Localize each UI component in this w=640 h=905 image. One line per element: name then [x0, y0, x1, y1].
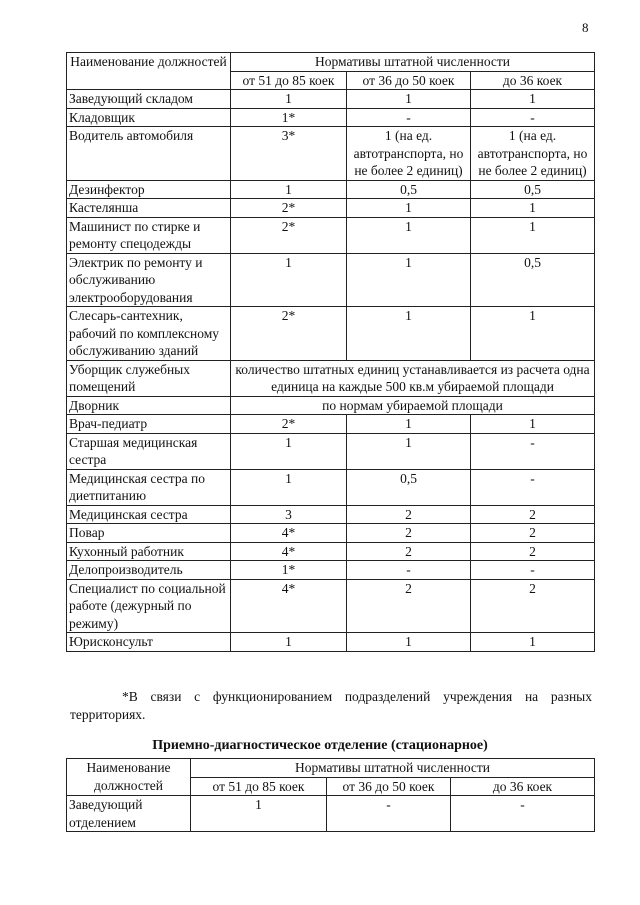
header-position-name: Наименование должностей — [67, 53, 231, 90]
table-row — [67, 561, 595, 580]
position-name: Электрик по ремонту и обслуживанию электрооборудования — [67, 253, 231, 307]
norm-under-36: - — [451, 796, 595, 832]
norm-36-50: - — [347, 561, 471, 580]
position-name: Дезинфектор — [67, 180, 231, 199]
table-row — [67, 108, 595, 127]
position-name: Кухонный работник — [67, 542, 231, 561]
table-row — [67, 469, 595, 505]
norm-36-50: 1 — [347, 217, 471, 253]
norm-36-50: 1 — [347, 307, 471, 361]
header-col-36-50: от 36 до 50 коек — [347, 71, 471, 90]
header-norms: Нормативы штатной численности — [191, 759, 595, 778]
position-name: Водитель автомобиля — [67, 127, 231, 181]
norm-51-85: 1 — [231, 433, 347, 469]
norm-51-85: 1 — [231, 180, 347, 199]
table-header-row — [67, 53, 595, 72]
table-row — [67, 90, 595, 109]
norm-under-36: - — [471, 561, 595, 580]
position-name: Юрисконсульт — [67, 633, 231, 652]
table-row — [67, 633, 595, 652]
position-name: Кладовщик — [67, 108, 231, 127]
norm-36-50: 1 — [347, 433, 471, 469]
position-name: Заведующий складом — [67, 90, 231, 109]
norm-36-50: - — [327, 796, 451, 832]
norm-51-85: 3* — [231, 127, 347, 181]
norm-51-85: 2* — [231, 199, 347, 218]
norm-51-85: 1 — [231, 90, 347, 109]
header-position-name: Наименование должностей — [67, 759, 191, 796]
norm-51-85: 1 — [231, 469, 347, 505]
norm-under-36: 2 — [471, 524, 595, 543]
norm-under-36: - — [471, 469, 595, 505]
position-name: Повар — [67, 524, 231, 543]
table-row — [67, 360, 595, 396]
norm-51-85: 2* — [231, 217, 347, 253]
norm-under-36: 1 — [471, 199, 595, 218]
norm-36-50: 1 — [347, 253, 471, 307]
position-name: Заведующий отделением — [67, 796, 191, 832]
norm-51-85: 1* — [231, 108, 347, 127]
table-row — [67, 180, 595, 199]
table-row — [67, 396, 595, 415]
norm-36-50: 2 — [347, 542, 471, 561]
header-norms: Нормативы штатной численности — [231, 53, 595, 72]
table-row — [67, 796, 595, 832]
norm-under-36: 0,5 — [471, 253, 595, 307]
norm-51-85: 2* — [231, 307, 347, 361]
norm-under-36: - — [471, 433, 595, 469]
table-row — [67, 199, 595, 218]
norm-36-50: 1 — [347, 199, 471, 218]
norm-36-50: 1 — [347, 90, 471, 109]
table-row — [67, 217, 595, 253]
position-name: Машинист по стирке и ремонту спецодежды — [67, 217, 231, 253]
header-col-51-85: от 51 до 85 коек — [191, 777, 327, 796]
norm-51-85: 3 — [231, 505, 347, 524]
admission-department-table — [66, 758, 595, 832]
norm-51-85: 1* — [231, 561, 347, 580]
table-row — [67, 415, 595, 434]
norm-36-50: 2 — [347, 505, 471, 524]
position-name: Уборщик служебных помещений — [67, 360, 231, 396]
norm-under-36: 1 — [471, 90, 595, 109]
norm-under-36: 1 — [471, 415, 595, 434]
norm-36-50: 2 — [347, 524, 471, 543]
norm-36-50: 0,5 — [347, 180, 471, 199]
norm-under-36: 1 — [471, 307, 595, 361]
table-header-row — [67, 759, 595, 778]
norm-36-50: 1 — [347, 415, 471, 434]
merged-norm-cell: по нормам убираемой площади — [231, 396, 595, 415]
position-name: Кастелянша — [67, 199, 231, 218]
table-row — [67, 579, 595, 633]
norm-under-36: 2 — [471, 542, 595, 561]
norm-51-85: 2* — [231, 415, 347, 434]
norm-36-50: 2 — [347, 579, 471, 633]
page-number: 8 — [582, 20, 589, 35]
norm-under-36: - — [471, 108, 595, 127]
norm-36-50: 1 (на ед. автотранспорта, но не более 2 единиц) — [347, 127, 471, 181]
norm-under-36: 1 — [471, 217, 595, 253]
position-name: Слесарь-сантехник, рабочий по комплексному обслуживанию зданий — [67, 307, 231, 361]
footnote: *В связи с функционированием подразделений учреждения на разных территориях. — [70, 689, 592, 722]
position-name: Специалист по социальной работе (дежурный по режиму) — [67, 579, 231, 633]
table-row — [67, 433, 595, 469]
norm-under-36: 2 — [471, 579, 595, 633]
table-row — [67, 307, 595, 361]
norm-36-50: 1 — [347, 633, 471, 652]
header-col-under-36: до 36 коек — [451, 777, 595, 796]
header-col-51-85: от 51 до 85 коек — [231, 71, 347, 90]
table-row — [67, 127, 595, 181]
norm-under-36: 2 — [471, 505, 595, 524]
table-row — [67, 253, 595, 307]
norm-51-85: 1 — [191, 796, 327, 832]
position-name: Делопроизводитель — [67, 561, 231, 580]
table-row — [67, 542, 595, 561]
norm-51-85: 4* — [231, 524, 347, 543]
section-title: Приемно-диагностическое отделение (стационарное) — [152, 738, 488, 753]
norm-under-36: 0,5 — [471, 180, 595, 199]
header-col-36-50: от 36 до 50 коек — [327, 777, 451, 796]
staffing-table — [66, 52, 595, 652]
norm-51-85: 4* — [231, 579, 347, 633]
norm-51-85: 1 — [231, 633, 347, 652]
norm-under-36: 1 — [471, 633, 595, 652]
table-row — [67, 505, 595, 524]
header-col-under-36: до 36 коек — [471, 71, 595, 90]
norm-51-85: 1 — [231, 253, 347, 307]
table-row — [67, 524, 595, 543]
norm-36-50: 0,5 — [347, 469, 471, 505]
position-name: Старшая медицинская сестра — [67, 433, 231, 469]
position-name: Дворник — [67, 396, 231, 415]
norm-under-36: 1 (на ед. автотранспорта, но не более 2 единиц) — [471, 127, 595, 181]
norm-36-50: - — [347, 108, 471, 127]
norm-51-85: 4* — [231, 542, 347, 561]
merged-norm-cell: количество штатных единиц устанавливается из расчета одна единица на каждые 500 кв.м убираемой площади — [231, 360, 595, 396]
position-name: Медицинская сестра по диетпитанию — [67, 469, 231, 505]
position-name: Медицинская сестра — [67, 505, 231, 524]
position-name: Врач-педиатр — [67, 415, 231, 434]
